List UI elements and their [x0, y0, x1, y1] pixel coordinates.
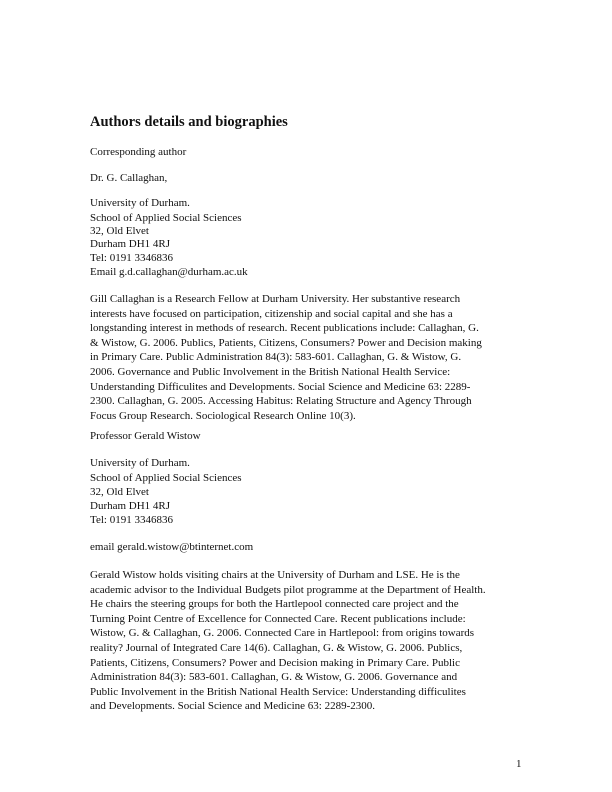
bio-line: Patients, Citizens, Consumers? Power and Decision making in Primary Care. Public [90, 656, 460, 669]
bio-line: Administration 84(3): 583-601. Callaghan, G. & Wistow, G. 2006. Governance and [90, 671, 458, 684]
author1-phone: Tel: 0191 3346836 [90, 252, 173, 264]
author2-affiliation: University of Durham. [90, 457, 190, 469]
author1-biography [90, 292, 530, 423]
bio-line: Public Involvement in the British National Health Service: Understanding difficulites [90, 685, 466, 698]
bio-line: 2006. Governance and Public Involvement in the British National Health Service: [90, 365, 451, 378]
bio-line: He chairs the steering groups for both the Hartlepool connected care project and the [90, 598, 459, 611]
bio-line: & Wistow, G. 2006. Publics, Patients, Citizens, Consumers? Power and Decision making [90, 336, 482, 349]
bio-line: Turning Point Centre of Excellence for Connected Care. Recent publications include: [90, 612, 466, 625]
bio-line: Focus Group Research. Sociological Research Online 10(3). [90, 409, 356, 422]
document-title: Authors details and biographies [90, 114, 288, 130]
author2-address-line: 32, Old Elvet [90, 486, 149, 498]
bio-line: and Developments. Social Science and Medicine 63: 2289-2300. [90, 700, 376, 713]
author1-affiliation: University of Durham. [90, 197, 190, 209]
bio-line: Wistow, G. & Callaghan, G. 2006. Connected Care in Hartlepool: from origins towards [90, 627, 475, 640]
author2-address-line: Durham DH1 4RJ [90, 500, 171, 512]
author2-biography [90, 568, 530, 714]
author2-address-line: School of Applied Social Sciences [90, 472, 242, 484]
bio-line: interests have focused on participation, citizenship and social capital and she has a [90, 307, 453, 320]
author2-phone: Tel: 0191 3346836 [90, 514, 173, 526]
author2-name: Professor Gerald Wistow [90, 430, 201, 442]
author1-address-line: School of Applied Social Sciences [90, 212, 242, 224]
author1-address-line: Durham DH1 4RJ [90, 238, 171, 250]
bio-line: academic advisor to the Individual Budgets pilot programme at the Department of Health. [90, 583, 486, 596]
bio-line: longstanding interest in methods of research. Recent publications include: Callaghan, G. [90, 322, 479, 335]
author1-name: Dr. G. Callaghan, [90, 172, 168, 184]
bio-line: reality? Journal of Integrated Care 14(6). Callaghan, G. & Wistow, G. 2006. Publics, [90, 641, 463, 654]
bio-line: Gerald Wistow holds visiting chairs at the University of Durham and LSE. He is the [90, 569, 460, 581]
bio-line: 2300. Callaghan, G. 2005. Accessing Habitus: Relating Structure and Agency Through [90, 395, 472, 408]
bio-line: Gill Callaghan is a Research Fellow at Durham University. Her substantive research [90, 293, 461, 305]
author1-address-line: 32, Old Elvet [90, 225, 149, 237]
bio-line: in Primary Care. Public Administration 84(3): 583-601. Callaghan, G. & Wistow, G. [90, 351, 462, 364]
corresponding-author-label: Corresponding author [90, 146, 187, 158]
bio-line: Understanding Difficulites and Developments. Social Science and Medicine 63: 2289- [90, 380, 471, 393]
page-number: 1 [516, 758, 522, 770]
author2-email: email gerald.wistow@btinternet.com [90, 541, 254, 553]
author1-email: Email g.d.callaghan@durham.ac.uk [90, 266, 248, 278]
